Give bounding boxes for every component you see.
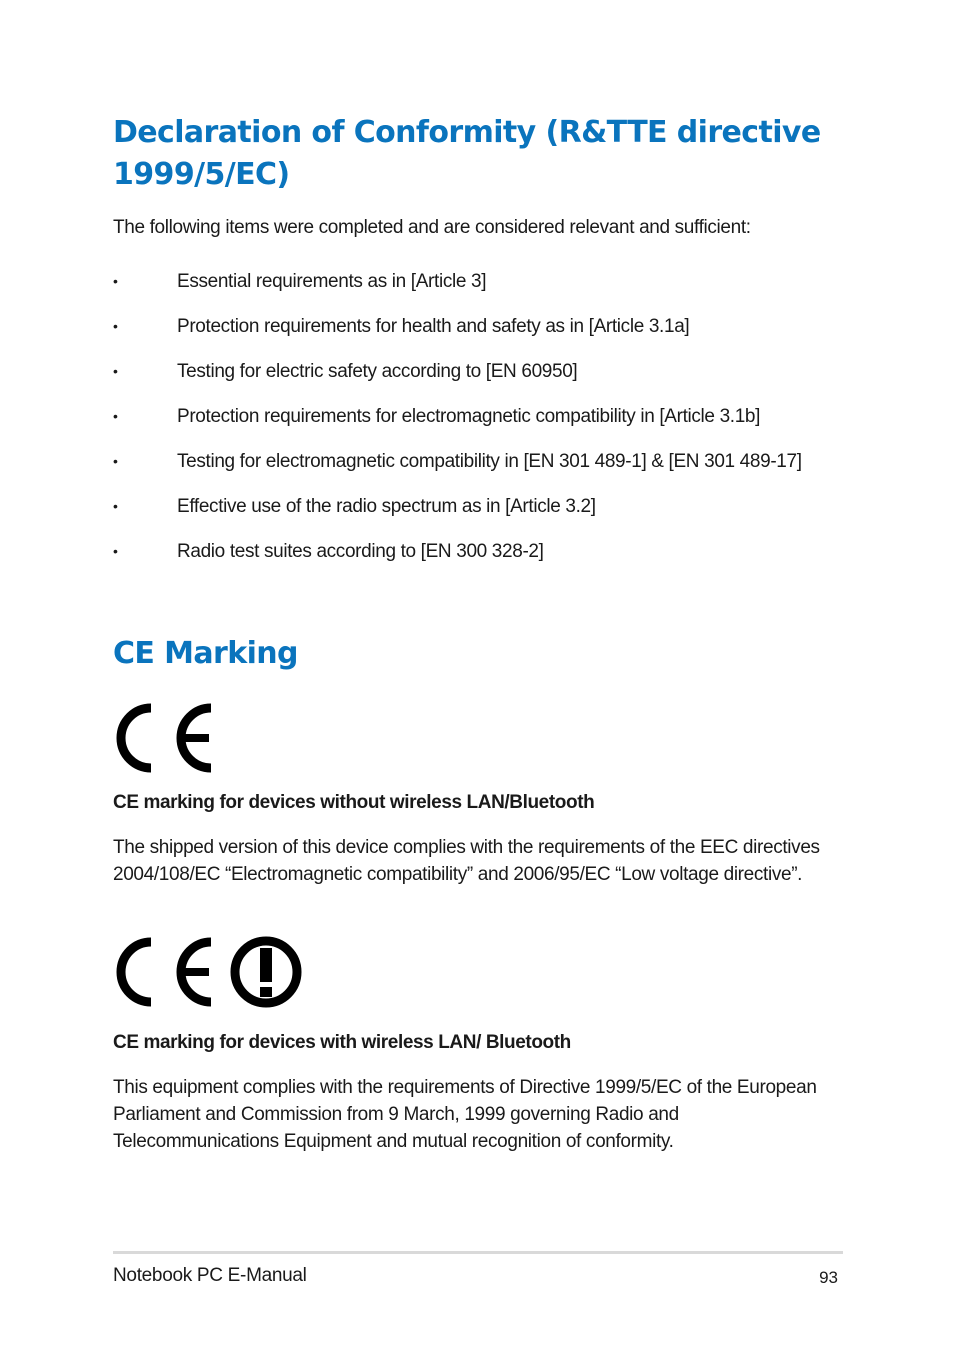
list-item: • Protection requirements for electromagnetic compatibility in [Article 3.1b] xyxy=(113,406,761,427)
ce-without-wireless-heading: CE marking for devices without wireless LAN/Bluetooth xyxy=(113,792,595,813)
list-item: • Testing for electromagnetic compatibility in [EN 301 489-1] & [EN 301 489-17] xyxy=(113,451,802,472)
conformity-intro: The following items were completed and are considered relevant and sufficient: xyxy=(113,217,751,238)
ce-mark-icon xyxy=(113,700,217,776)
footer-manual-title: Notebook PC E-Manual xyxy=(113,1265,307,1286)
ce-without-wireless-body: The shipped version of this device complies with the requirements of the EEC directives 2004/108/EC “Electromagnetic compatibility” and 2006/95/EC “Low voltage directive”. xyxy=(113,837,820,885)
ce-with-wireless-body: This equipment complies with the requirements of Directive 1999/5/EC of the European Parliament and Commission from 9 March, 1999 governing Radio and Telecommunications Equipment and mutual recognition of conformity. xyxy=(113,1077,817,1152)
ce-with-wireless-heading: CE marking for devices with wireless LAN/ Bluetooth xyxy=(113,1032,571,1053)
footer-divider xyxy=(113,1251,843,1254)
list-item: • Essential requirements as in [Article 3] xyxy=(113,271,487,292)
section-title-ce-marking: CE Marking xyxy=(113,636,298,671)
list-item: • Protection requirements for health and safety as in [Article 3.1a] xyxy=(113,316,690,337)
ce-alert-mark-icon xyxy=(113,934,307,1010)
page-number: 93 xyxy=(819,1268,838,1287)
list-item: • Radio test suites according to [EN 300 328-2] xyxy=(113,541,544,562)
list-item: • Effective use of the radio spectrum as in [Article 3.2] xyxy=(113,496,596,517)
conformity-list xyxy=(113,268,843,583)
list-item: • Testing for electric safety according to [EN 60950] xyxy=(113,361,578,382)
page-title: Declaration of Conformity (R&TTE directive 1999/5/EC) xyxy=(113,115,821,192)
